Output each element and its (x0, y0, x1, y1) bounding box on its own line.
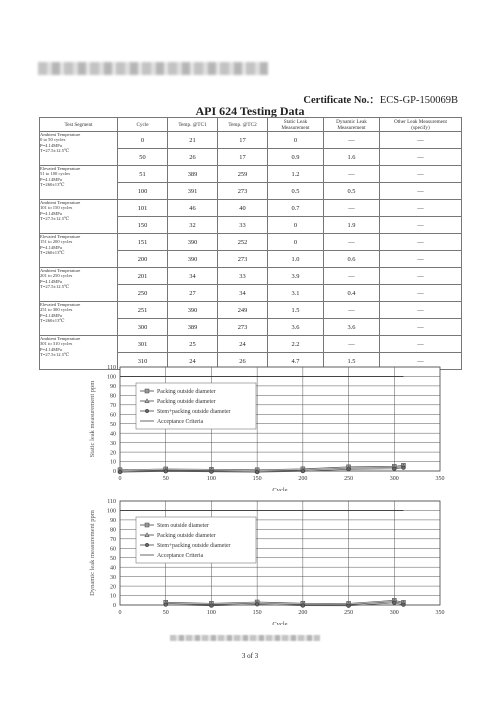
segment-line: T=27.5±12.5℃ (40, 148, 70, 154)
cycle-cell: 0 (118, 132, 168, 149)
tc2-cell: 17 (218, 132, 268, 149)
x-tick-label: 150 (252, 610, 262, 616)
tc1-cell: 390 (168, 302, 218, 319)
y-tick-label: 70 (110, 403, 116, 410)
data-point-circle (164, 603, 168, 607)
y-tick-label: 0 (113, 469, 116, 476)
data-point-circle (402, 466, 406, 470)
segment-line: Ambient Temperature (40, 268, 81, 273)
data-point-circle (347, 467, 351, 471)
other-cell: — (380, 251, 462, 268)
x-axis-label: Cycle (272, 487, 288, 491)
cycle-cell: 100 (118, 183, 168, 200)
other-cell: — (380, 319, 462, 336)
tc2-cell: 273 (218, 183, 268, 200)
segment-line: T=27.5±12.5℃ (40, 284, 70, 290)
page-number: 3 of 3 (241, 652, 259, 660)
y-tick-label: 30 (110, 574, 116, 581)
tc2-cell: 273 (218, 251, 268, 268)
tc1-cell: 389 (168, 319, 218, 336)
tc2-cell: 26 (218, 353, 268, 370)
x-axis-label: Cycle (272, 621, 288, 625)
header-other-leak (380, 118, 462, 132)
table-header-row (40, 118, 462, 132)
y-tick-label: 90 (110, 518, 116, 525)
legend-entry: Packing outside diameter (157, 399, 216, 405)
y-tick-label: 20 (110, 450, 116, 457)
tc1-cell: 389 (168, 166, 218, 183)
static-cell: 0.9 (268, 149, 324, 166)
segment-line: 0 to 50 cycles (40, 137, 66, 143)
data-point-circle (301, 604, 305, 608)
header-temp-tc2: Temp. @TC2 (218, 118, 268, 132)
header-other-line2: (specify) (411, 124, 430, 131)
certificate-value: ECS-GP-150069B (379, 95, 458, 106)
tc2-cell: 17 (218, 149, 268, 166)
y-tick-label: 100 (107, 374, 116, 381)
data-point-circle (210, 604, 214, 608)
tc2-cell: 252 (218, 234, 268, 251)
data-point-circle (118, 470, 122, 474)
testing-data-table (39, 117, 462, 370)
header-cycle: Cycle (118, 118, 168, 132)
legend-marker-circle (145, 543, 149, 547)
x-tick-label: 350 (435, 476, 445, 482)
y-tick-label: 40 (110, 565, 116, 572)
static-cell: 3.6 (268, 319, 324, 336)
x-tick-label: 350 (435, 610, 445, 616)
table-row (40, 302, 462, 319)
table-row (40, 200, 462, 217)
x-tick-label: 0 (118, 610, 122, 616)
x-tick-label: 0 (118, 476, 122, 482)
table-row (40, 268, 462, 285)
other-cell: — (380, 234, 462, 251)
segment-line: P=4.14MPa (40, 142, 62, 148)
tc1-cell: 390 (168, 251, 218, 268)
y-tick-label: 70 (110, 537, 116, 544)
dynamic-cell: — (324, 268, 380, 285)
data-point-circle (255, 470, 259, 474)
x-tick-label: 200 (298, 476, 308, 482)
x-tick-label: 250 (344, 610, 354, 616)
segment-line: Elevated Temperature (40, 234, 81, 239)
data-point-circle (347, 604, 351, 608)
y-tick-label: 50 (110, 555, 116, 562)
legend-entry: Acceptance Criteria (157, 553, 204, 559)
dynamic-leak-chart (78, 495, 490, 725)
header-test-segment: Test Segment (40, 118, 118, 132)
x-tick-label: 150 (252, 476, 262, 482)
x-tick-label: 250 (344, 476, 354, 482)
dynamic-cell: 0.6 (324, 251, 380, 268)
static-cell: 4.7 (268, 353, 324, 370)
data-point-circle (402, 603, 406, 607)
page-title: API 624 Testing Data (195, 104, 305, 118)
y-tick-label: 80 (110, 527, 116, 534)
y-axis-label: Static leak measurement ppm (89, 380, 96, 458)
data-point-circle (392, 467, 396, 471)
segment-line: Elevated Temperature (40, 166, 81, 171)
legend-marker-square (145, 523, 149, 527)
dynamic-cell: 1.5 (324, 353, 380, 370)
legend-entry: Stem+packing outside diameter (157, 409, 231, 415)
y-tick-label: 60 (110, 546, 116, 553)
y-tick-label: 0 (113, 603, 116, 610)
segment-line: 51 to 100 cycles (40, 171, 70, 177)
cycle-cell: 300 (118, 319, 168, 336)
tc2-cell: 249 (218, 302, 268, 319)
tc2-cell: 273 (218, 319, 268, 336)
other-cell: — (380, 285, 462, 302)
y-tick-label: 100 (107, 508, 116, 515)
segment-line: 301 to 310 cycles (40, 341, 73, 347)
cycle-cell: 251 (118, 302, 168, 319)
y-tick-label: 50 (110, 421, 116, 428)
header-other-line1: Other Leak Measurement (393, 118, 447, 125)
static-cell: 0 (268, 234, 324, 251)
other-cell: — (380, 268, 462, 285)
segment-line: Ambient Temperature (40, 200, 81, 205)
segment-cell (40, 302, 118, 336)
dynamic-cell: 1.6 (324, 149, 380, 166)
legend-marker-square (145, 389, 149, 393)
header-static-leak (268, 118, 324, 132)
table-row (40, 166, 462, 183)
chart-svg (78, 495, 490, 625)
tc1-cell: 24 (168, 353, 218, 370)
chart-svg (78, 361, 490, 491)
certificate-label: Certificate No.： (303, 95, 380, 106)
segment-cell (40, 234, 118, 268)
dynamic-cell: — (324, 336, 380, 353)
segment-cell (40, 268, 118, 302)
other-cell: — (380, 336, 462, 353)
legend-entry: Packing outside diameter (157, 389, 216, 395)
tc1-cell: 390 (168, 234, 218, 251)
data-point-circle (255, 603, 259, 607)
segment-cell (40, 200, 118, 234)
data-point-circle (210, 470, 214, 474)
tc2-cell: 40 (218, 200, 268, 217)
segment-line: P=4.14MPa (40, 244, 62, 250)
y-tick-label: 20 (110, 584, 116, 591)
dynamic-cell: 0.4 (324, 285, 380, 302)
y-tick-label: 30 (110, 440, 116, 447)
table-row (40, 336, 462, 353)
tc1-cell: 25 (168, 336, 218, 353)
legend-entry: Stem outside diameter (157, 523, 209, 529)
redacted-company-header (38, 62, 268, 75)
x-tick-label: 50 (162, 610, 169, 616)
segment-line: 151 to 200 cycles (40, 239, 73, 245)
segment-line: T=260±13℃ (40, 250, 65, 256)
x-tick-label: 200 (298, 610, 308, 616)
header-dynamic-leak (324, 118, 380, 132)
tc2-cell: 259 (218, 166, 268, 183)
dynamic-cell: 0.5 (324, 183, 380, 200)
table-row (40, 234, 462, 251)
static-cell: 0.7 (268, 200, 324, 217)
segment-line: P=4.14MPa (40, 278, 62, 284)
tc1-cell: 26 (168, 149, 218, 166)
redacted-footer (170, 635, 320, 641)
segment-line: P=4.14MPa (40, 176, 62, 182)
other-cell: — (380, 353, 462, 370)
segment-line: P=4.14MPa (40, 346, 62, 352)
x-tick-label: 50 (162, 476, 169, 482)
tc1-cell: 27 (168, 285, 218, 302)
y-tick-label: 60 (110, 412, 116, 419)
dynamic-cell: 3.6 (324, 319, 380, 336)
header-static-line1: Static Leak (283, 118, 308, 125)
data-point-circle (301, 469, 305, 473)
tc2-cell: 24 (218, 336, 268, 353)
dynamic-cell: — (324, 302, 380, 319)
cycle-cell: 150 (118, 217, 168, 234)
dynamic-cell: — (324, 132, 380, 149)
legend-marker-circle (145, 409, 149, 413)
cycle-cell: 51 (118, 166, 168, 183)
tc2-cell: 33 (218, 217, 268, 234)
legend-entry: Packing outside diameter (157, 533, 216, 539)
header-dynamic-line2: Measurement (337, 124, 366, 131)
header-dynamic-line1: Dynamic Leak (336, 118, 367, 125)
static-cell: 1.0 (268, 251, 324, 268)
legend-entry: Acceptance Criteria (157, 419, 204, 425)
tc2-cell: 34 (218, 285, 268, 302)
segment-line: P=4.14MPa (40, 312, 62, 318)
static-cell: 0 (268, 217, 324, 234)
segment-line: 201 to 250 cycles (40, 273, 73, 279)
header-temp-tc1: Temp. @TC1 (168, 118, 218, 132)
static-cell: 3.9 (268, 268, 324, 285)
tc1-cell: 46 (168, 200, 218, 217)
cycle-cell: 101 (118, 200, 168, 217)
cycle-cell: 151 (118, 234, 168, 251)
tc1-cell: 391 (168, 183, 218, 200)
y-tick-label: 110 (107, 499, 116, 506)
static-cell: 1.5 (268, 302, 324, 319)
tc2-cell: 33 (218, 268, 268, 285)
other-cell: — (380, 132, 462, 149)
tc1-cell: 32 (168, 217, 218, 234)
y-tick-label: 40 (110, 431, 116, 438)
segment-line: Ambient Temperature (40, 336, 81, 341)
static-cell: 0.5 (268, 183, 324, 200)
tc1-cell: 21 (168, 132, 218, 149)
segment-line: 251 to 300 cycles (40, 307, 73, 313)
y-axis-label: Dynamic leak measurement ppm (89, 510, 96, 596)
y-tick-label: 110 (107, 365, 116, 372)
static-cell: 1.2 (268, 166, 324, 183)
segment-line: T=27.5±12.5℃ (40, 352, 70, 358)
static-cell: 0 (268, 132, 324, 149)
dynamic-cell: — (324, 166, 380, 183)
x-tick-label: 100 (206, 476, 216, 482)
segment-line: T=260±13℃ (40, 182, 65, 188)
data-point-circle (392, 601, 396, 605)
y-tick-label: 80 (110, 393, 116, 400)
other-cell: — (380, 302, 462, 319)
dynamic-cell: — (324, 200, 380, 217)
tc1-cell: 34 (168, 268, 218, 285)
segment-line: P=4.14MPa (40, 210, 62, 216)
other-cell: — (380, 149, 462, 166)
x-tick-label: 100 (206, 610, 216, 616)
cycle-cell: 201 (118, 268, 168, 285)
cycle-cell: 310 (118, 353, 168, 370)
dynamic-cell: — (324, 234, 380, 251)
segment-line: Ambient Temperature (40, 132, 81, 137)
static-cell: 3.1 (268, 285, 324, 302)
y-tick-label: 10 (110, 459, 116, 466)
y-tick-label: 90 (110, 384, 116, 391)
header-static-line2: Measurement (281, 124, 310, 131)
other-cell: — (380, 166, 462, 183)
x-tick-label: 300 (389, 610, 399, 616)
other-cell: — (380, 183, 462, 200)
segment-cell (40, 166, 118, 200)
y-tick-label: 10 (110, 593, 116, 600)
other-cell: — (380, 217, 462, 234)
cycle-cell: 200 (118, 251, 168, 268)
table-row (40, 132, 462, 149)
static-cell: 2.2 (268, 336, 324, 353)
segment-line: 101 to 150 cycles (40, 205, 73, 211)
segment-line: T=27.5±12.5℃ (40, 216, 70, 222)
x-tick-label: 300 (389, 476, 399, 482)
other-cell: — (380, 200, 462, 217)
dynamic-cell: 1.9 (324, 217, 380, 234)
cycle-cell: 250 (118, 285, 168, 302)
data-point-circle (164, 470, 168, 474)
legend-entry: Stem+packing outside diameter (157, 543, 231, 549)
segment-line: Elevated Temperature (40, 302, 81, 307)
segment-cell (40, 132, 118, 166)
cycle-cell: 301 (118, 336, 168, 353)
segment-line: T=260±13℃ (40, 318, 65, 324)
cycle-cell: 50 (118, 149, 168, 166)
